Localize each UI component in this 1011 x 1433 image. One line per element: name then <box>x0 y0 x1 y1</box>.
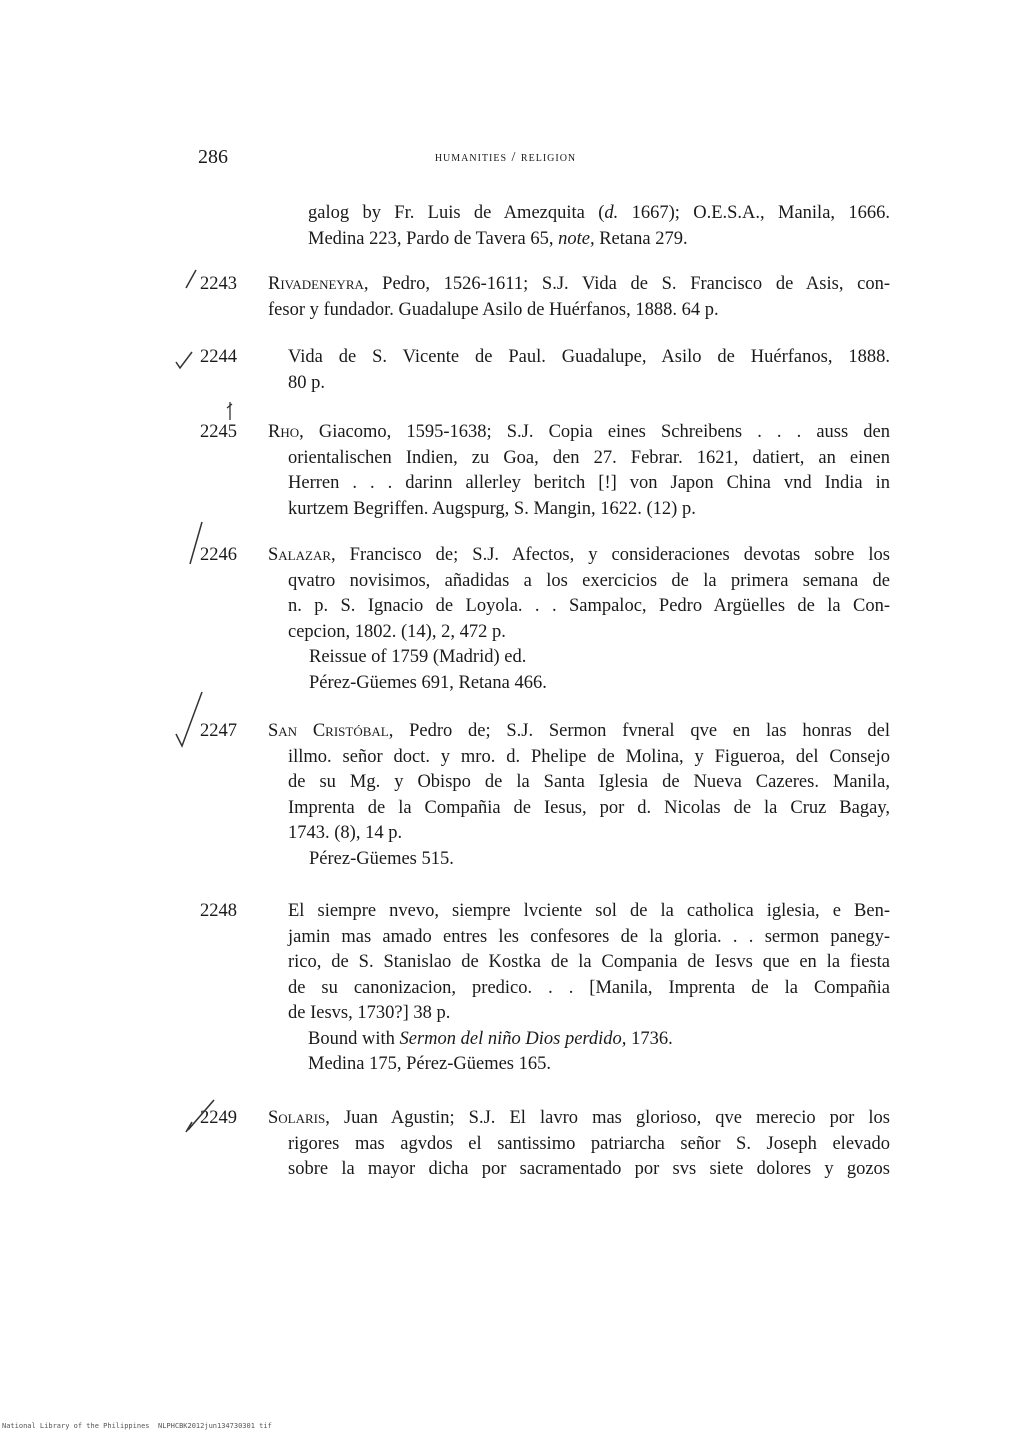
text-line: San Cristóbal, Pedro de; S.J. Sermon fvneral qve en las honras del <box>268 721 890 741</box>
text-line: Rho, Giacomo, 1595-1638; S.J. Copia eines Schreibens . . . auss den <box>268 422 890 442</box>
checkmark-icon <box>172 348 202 372</box>
text-line: Vida de S. Vicente de Paul. Guadalupe, Asilo de Huérfanos, 1888. <box>288 347 890 367</box>
text-line: fesor y fundador. Guadalupe Asilo de Huérfanos, 1888. 64 p. <box>268 299 719 320</box>
entry-number: 2247 <box>200 721 237 741</box>
text-line: de su Mg. y Obispo de la Santa Iglesia de Nueva Cazeres. Manila, <box>288 772 890 792</box>
text-line: Rivadeneyra, Pedro, 1526-1611; S.J. Vida de S. Francisco de Asis, con- <box>268 274 890 294</box>
entry-number: 2246 <box>200 545 237 565</box>
text-line: qvatro novisimos, añadidas a los exercicios de la primera semana de <box>288 570 890 591</box>
author-name: Solaris <box>268 1108 326 1128</box>
text-line: Salazar, Francisco de; S.J. Afectos, y consideraciones devotas sobre los <box>268 545 890 565</box>
note-line: Pérez-Güemes 515. <box>309 848 454 869</box>
text-line: cepcion, 1802. (14), 2, 472 p. <box>288 621 506 642</box>
text-line: rigores mas agvdos el santissimo patriarcha señor S. Joseph elevado <box>288 1133 890 1154</box>
text-line: El siempre nvevo, siempre lvciente sol de la catholica iglesia, e Ben- <box>288 901 890 921</box>
note-line: Pérez-Güemes 691, Retana 466. <box>309 672 547 693</box>
text-line: n. p. S. Ignacio de Loyola. . . Sampaloc, Pedro Argüelles de la Con- <box>288 596 890 616</box>
author-name: Salazar <box>268 545 332 565</box>
text-line: Herren . . . darinn allerley beritch [!] von Japon China vnd India in <box>288 473 890 493</box>
text-line: sobre la mayor dicha por sacramentado por svs siete dolores y gozos <box>288 1159 890 1179</box>
checkmark-icon <box>172 690 208 750</box>
checkmark-icon <box>184 1096 218 1136</box>
author-name: Rho <box>268 422 300 442</box>
footer-filename: NLPHCBK2012jun134730301 tif <box>158 1422 272 1430</box>
text-line: Imprenta de la Compañia de Iesus, por d. Nicolas de la Cruz Bagay, <box>288 797 890 818</box>
note-line: Medina 175, Pérez-Güemes 165. <box>308 1054 552 1074</box>
entry-number: 2245 <box>200 422 237 442</box>
text-line: Medina 223, Pardo de Tavera 65, note, Retana 279. <box>308 229 688 249</box>
text-line: de Iesvs, 1730?] 38 p. <box>288 1003 451 1023</box>
running-head: humanities / religion <box>434 150 577 165</box>
text-line: 80 p. <box>288 372 325 393</box>
checkmark-icon <box>184 520 214 566</box>
author-name: San Cristóbal <box>268 721 389 741</box>
page-number: 286 <box>198 146 228 168</box>
entry-number: 2249 <box>200 1108 237 1128</box>
cited-title: Sermon del niño Dios perdido, <box>399 1028 627 1049</box>
entry-number: 2248 <box>200 901 237 921</box>
text-line: Solaris, Juan Agustin; S.J. El lavro mas glorioso, qve merecio por los <box>268 1108 890 1128</box>
entry-number: 2244 <box>200 347 237 367</box>
text-line: illmo. señor doct. y mro. d. Phelipe de Molina, y Figueroa, del Consejo <box>288 746 890 767</box>
note-line: Bound with Sermon del niño Dios perdido, 1736. <box>308 1028 673 1049</box>
checkmark-icon <box>222 400 238 422</box>
text-line: 1743. (8), 14 p. <box>288 823 403 843</box>
text-line: de su canonizacion, predico. . . [Manila, Imprenta de la Compañia <box>288 977 890 998</box>
text-line: jamin mas amado entres les confesores de la gloria. . . sermon panegy- <box>288 926 890 947</box>
text-line: galog by Fr. Luis de Amezquita (d. 1667); O.E.S.A., Manila, 1666. <box>308 203 891 223</box>
checkmark-icon <box>180 266 210 296</box>
author-name: Rivadeneyra <box>268 274 364 294</box>
text-line: rico, de S. Stanislao de Kostka de la Compania de Iesvs que en la fiesta <box>288 952 890 972</box>
note-line: Reissue of 1759 (Madrid) ed. <box>309 647 527 667</box>
text-line: kurtzem Begriffen. Augspurg, S. Mangin, 1622. (12) p. <box>288 498 696 519</box>
entry-number: 2243 <box>200 274 237 294</box>
footer-library: National Library of the Philippines <box>2 1422 150 1430</box>
text-line: orientalischen Indien, zu Goa, den 27. Febrar. 1621, datiert, an einen <box>288 447 890 468</box>
